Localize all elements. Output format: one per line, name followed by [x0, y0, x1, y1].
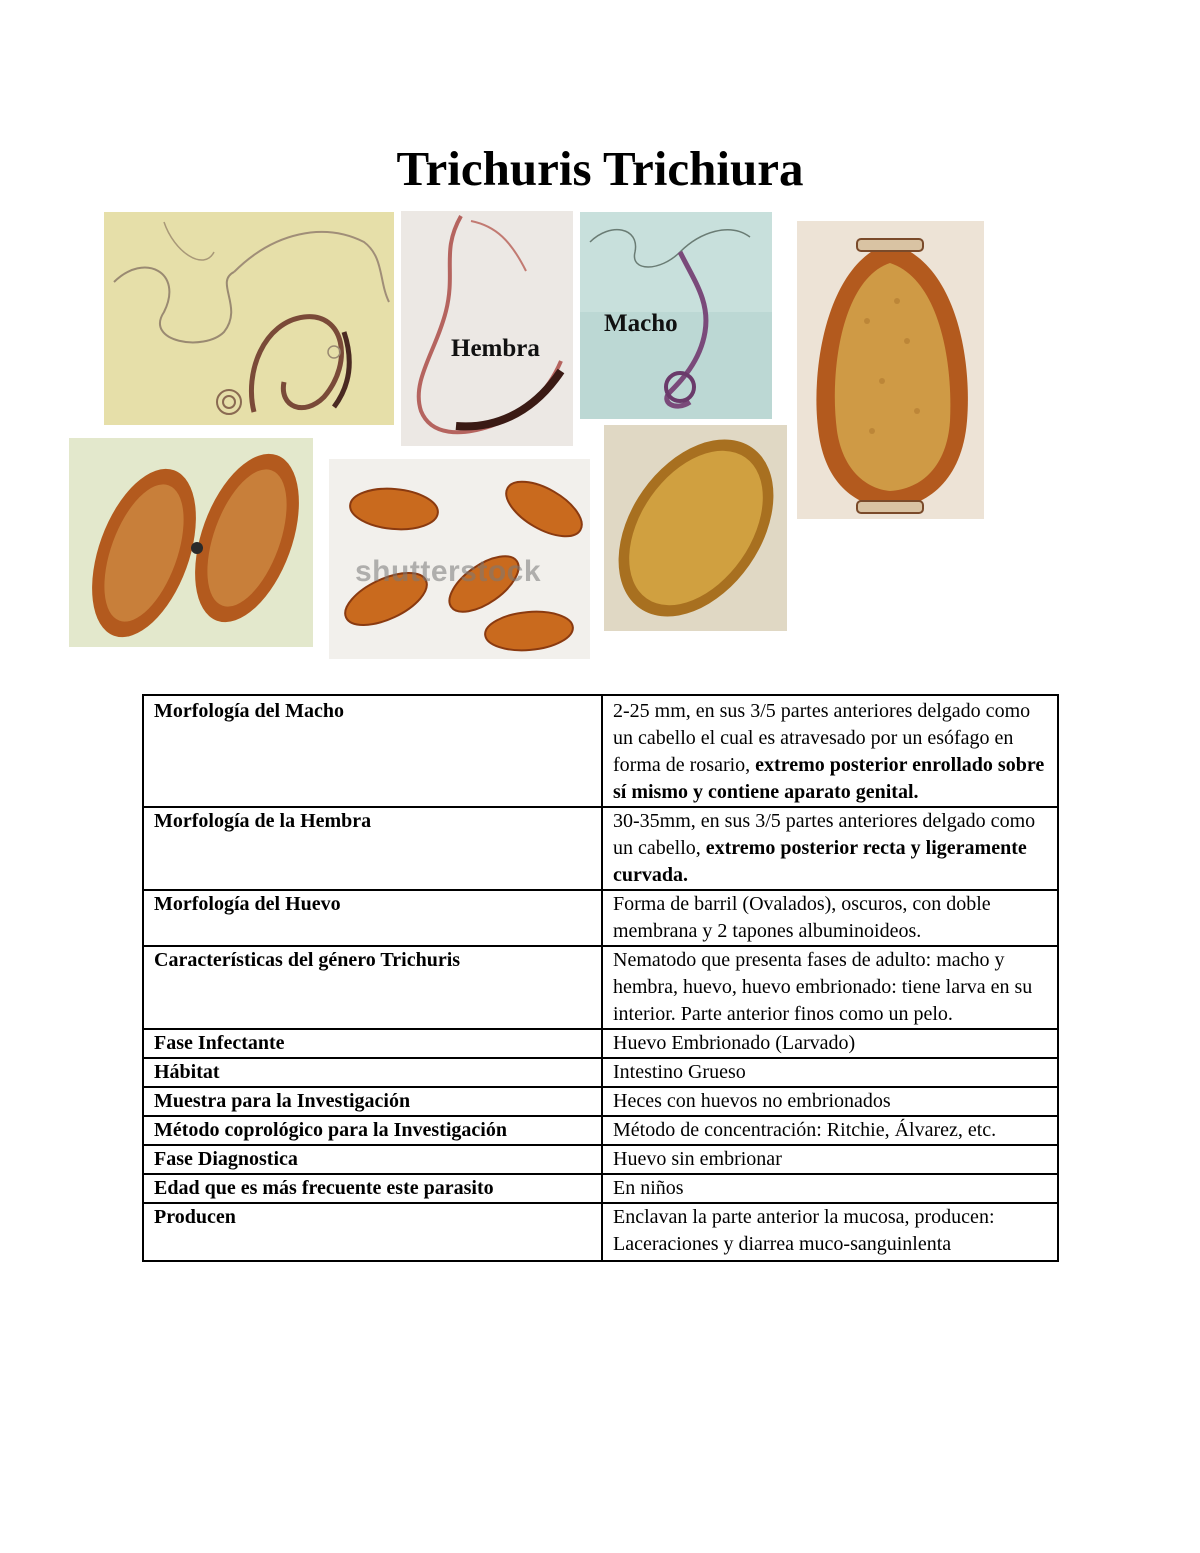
- table-row: [143, 807, 1058, 890]
- row-key: Fase Diagnostica: [143, 1145, 602, 1174]
- row-value-text: 30-35mm, en sus 3/5 partes anteriores delgado como un cabello,: [613, 810, 1036, 859]
- row-value: Intestino Grueso: [602, 1058, 1058, 1087]
- row-key: Producen: [143, 1203, 602, 1261]
- egg-large-image: [797, 221, 984, 519]
- hembra-image: [401, 211, 573, 446]
- page-title: Trichuris Trichiura: [396, 141, 804, 196]
- table-row: [143, 946, 1058, 1029]
- hembra-label: Hembra: [451, 335, 540, 362]
- table-row: [143, 1145, 1058, 1174]
- row-value-bold: extremo posterior enrollado sobre sí mismo y contiene aparato genital.: [613, 754, 1045, 803]
- egg-medium-image: [604, 425, 787, 631]
- row-key: Muestra para la Investigación: [143, 1087, 602, 1116]
- row-key: Hábitat: [143, 1058, 602, 1087]
- table-row: [143, 695, 1058, 807]
- row-key: Morfología del Huevo: [143, 890, 602, 946]
- row-key: Características del género Trichuris: [143, 946, 602, 1029]
- row-key: Morfología del Macho: [143, 695, 602, 807]
- row-key: Fase Infectante: [143, 1029, 602, 1058]
- table-row: [143, 1087, 1058, 1116]
- row-key: Morfología de la Hembra: [143, 807, 602, 890]
- row-value: [602, 807, 1058, 890]
- info-table: [142, 694, 1059, 1262]
- row-value: Huevo Embrionado (Larvado): [602, 1029, 1058, 1058]
- row-value: Forma de barril (Ovalados), oscuros, con doble membrana y 2 tapones albuminoideos.: [602, 890, 1058, 946]
- row-value: Nematodo que presenta fases de adulto: macho y hembra, huevo, huevo embrionado: tiene larva en su interior. Parte anterior finos como un pelo.: [602, 946, 1058, 1029]
- row-value: Método de concentración: Ritchie, Álvarez, etc.: [602, 1116, 1058, 1145]
- table-row: [143, 1029, 1058, 1058]
- shutterstock-watermark: shutterstock: [355, 555, 542, 588]
- table-row: [143, 1116, 1058, 1145]
- macho-label: Macho: [604, 310, 678, 337]
- row-value: Heces con huevos no embrionados: [602, 1087, 1058, 1116]
- table-row: [143, 890, 1058, 946]
- worms-overview-image: [104, 212, 394, 425]
- row-key: Edad que es más frecuente este parasito: [143, 1174, 602, 1203]
- table-row: [143, 1058, 1058, 1087]
- row-value: [602, 695, 1058, 807]
- row-value-text: 2-25 mm, en sus 3/5 partes anteriores delgado como un cabello el cual es atravesado por un esófago en forma de rosario,: [613, 700, 1031, 776]
- row-value-bold: extremo posterior recta y ligeramente curvada.: [613, 837, 1027, 886]
- row-value: Huevo sin embrionar: [602, 1145, 1058, 1174]
- eggs-pair-image: [69, 438, 313, 647]
- table-row: [143, 1203, 1058, 1261]
- row-key: Método coprológico para la Investigación: [143, 1116, 602, 1145]
- row-value: Enclavan la parte anterior la mucosa, producen: Laceraciones y diarrea muco-sanguinlenta: [602, 1203, 1058, 1261]
- table-row: [143, 1174, 1058, 1203]
- row-value: En niños: [602, 1174, 1058, 1203]
